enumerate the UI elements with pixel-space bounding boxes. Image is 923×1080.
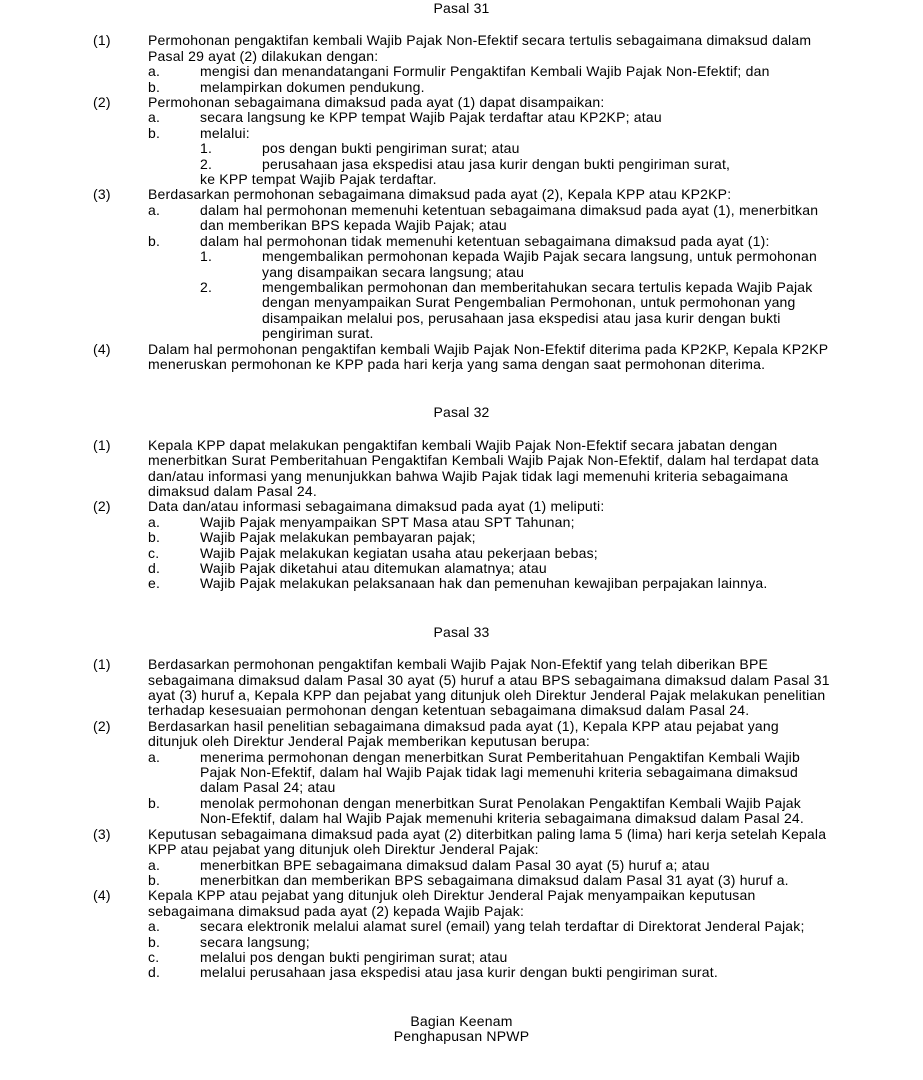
clause-marker: (2) xyxy=(93,717,111,734)
clause-marker: a. xyxy=(148,856,161,873)
clause-marker: (3) xyxy=(93,825,111,842)
clause-text: Wajib Pajak menyampaikan SPT Masa atau SPT Tahunan; xyxy=(200,513,575,530)
clause-text: Berdasarkan permohonan sebagaimana dimaksud pada ayat (2), Kepala KPP atau KP2KP: xyxy=(148,186,732,203)
clause-marker: (4) xyxy=(93,340,111,357)
clause-text: melalui: xyxy=(200,124,250,141)
clause-item xyxy=(93,719,830,750)
clause-item xyxy=(93,280,830,342)
pasal-section xyxy=(0,1,923,372)
clause-item xyxy=(93,873,830,888)
clause-item xyxy=(93,888,830,919)
clause-marker: 2. xyxy=(200,278,213,295)
clause-item xyxy=(93,750,830,796)
part-title: Bagian Keenam xyxy=(410,1012,513,1029)
clause-item xyxy=(93,438,830,500)
clause-marker: 1. xyxy=(200,140,213,157)
clause-item xyxy=(93,187,830,202)
clause-text: mengembalikan permohonan kepada Wajib Pajak secara langsung, untuk permohonan yang disampaikan secara langsung; atau xyxy=(262,248,818,280)
clause-item xyxy=(93,342,830,373)
pasal-title: Pasal 33 xyxy=(433,623,490,640)
clause-text: secara elektronik melalui alamat surel (email) yang telah terdaftar di Direktorat Jenderal Pajak; xyxy=(200,918,805,935)
clause-marker: (1) xyxy=(93,436,111,453)
clause-item xyxy=(93,546,830,561)
clause-item xyxy=(93,950,830,965)
clause-marker: b. xyxy=(148,529,161,546)
clause-text: menolak permohonan dengan menerbitkan Surat Penolakan Pengaktifan Kembali Wajib Pajak Non-Efektif, dalam hal Wajib Pajak memenuhi kriteria sebagaimana dimaksud dalam Pasal 24. xyxy=(200,794,805,827)
clause-marker: b. xyxy=(148,933,161,950)
part-heading xyxy=(0,1014,923,1045)
clause-item xyxy=(93,110,830,125)
clause-item xyxy=(93,576,830,591)
clause-marker: (2) xyxy=(93,498,111,515)
clause-item xyxy=(93,157,830,172)
clause-text: ke KPP tempat Wajib Pajak terdaftar. xyxy=(200,171,437,188)
clause-marker: d. xyxy=(148,560,161,576)
clause-marker: (1) xyxy=(93,32,111,49)
clause-item xyxy=(93,827,830,858)
clause-marker: (2) xyxy=(93,94,111,111)
clause-text: dalam hal permohonan memenuhi ketentuan sebagaimana dimaksud pada ayat (1), menerbitkan dan memberikan BPS kepada Wajib Pajak; atau xyxy=(200,201,819,234)
clause-text: pos dengan bukti pengiriman surat; atau xyxy=(262,140,520,157)
clause-item xyxy=(93,80,830,95)
clause-item xyxy=(93,858,830,873)
clause-marker: a. xyxy=(148,201,161,218)
pasal-title: Pasal 32 xyxy=(433,404,490,421)
clause-text: Permohonan pengaktifan kembali Wajib Pajak Non-Efektif secara tertulis sebagaimana dimaksud dalam Pasal 29 ayat (2) dilakukan dengan: xyxy=(148,32,812,64)
clause-item xyxy=(93,126,830,141)
clause-item xyxy=(93,141,830,156)
clause-item xyxy=(93,935,830,950)
clause-item xyxy=(93,965,830,980)
clause-text: dalam hal permohonan tidak memenuhi ketentuan sebagaimana dimaksud pada ayat (1): xyxy=(200,232,770,249)
clause-marker: b. xyxy=(148,78,161,95)
pasal-title: Pasal 31 xyxy=(433,0,490,16)
clause-marker: d. xyxy=(148,964,161,981)
clause-marker: b. xyxy=(148,871,161,888)
clause-marker: (4) xyxy=(93,887,111,904)
clause-item xyxy=(93,530,830,545)
clause-text: mengembalikan permohonan dan memberitahukan secara tertulis kepada Wajib Pajak dengan menyampaikan Surat Pengembalian Permohonan, untuk permohonan yang disampaikan melalui pos, perusahaan jasa ekspedisi atau jasa kurir dengan bukti pengiriman surat. xyxy=(262,278,813,342)
clause-text: Wajib Pajak melakukan pelaksanaan hak dan pemenuhan kewajiban perpajakan lainnya. xyxy=(200,575,768,592)
clause-text: Dalam hal permohonan pengaktifan kembali Wajib Pajak Non-Efektif diterima pada KP2KP, Kepala KP2KP meneruskan permohonan ke KPP pada hari kerja yang sama dengan saat permohonan diterima. xyxy=(148,340,829,372)
clause-text: Wajib Pajak diketahui atau ditemukan alamatnya; atau xyxy=(200,560,547,576)
clause-text: Kepala KPP dapat melakukan pengaktifan kembali Wajib Pajak Non-Efektif secara jabatan dengan menerbitkan Surat Pemberitahuan Pengaktifan Kembali Wajib Pajak Non-Efektif, dalam hal terdapat data dan/atau informasi yang menunjukkan bahwa Wajib Pajak tidak lagi memenuhi kriteria sebagaimana dimaksud dalam Pasal 24. xyxy=(148,436,819,499)
clause-text: melalui perusahaan jasa ekspedisi atau jasa kurir dengan bukti pengiriman surat. xyxy=(200,964,718,981)
clause-text: menerima permohonan dengan menerbitkan Surat Pemberitahuan Pengaktifan Kembali Wajib Pajak Non-Efektif, dalam hal Wajib Pajak tidak lagi memenuhi kriteria sebagaimana dimaksud dalam Pasal 24; atau xyxy=(200,748,800,796)
clause-marker: a. xyxy=(148,63,161,80)
clause-text: melalui pos dengan bukti pengiriman surat; atau xyxy=(200,948,508,965)
clause-text: Wajib Pajak melakukan kegiatan usaha atau pekerjaan bebas; xyxy=(200,544,598,561)
pasal-section xyxy=(0,405,923,591)
clause-item xyxy=(93,796,830,827)
clause-text: Data dan/atau informasi sebagaimana dimaksud pada ayat (1) meliputi: xyxy=(148,498,605,515)
clause-text: Permohonan sebagaimana dimaksud pada ayat (1) dapat disampaikan: xyxy=(148,94,605,111)
clause-item xyxy=(93,172,830,187)
part-subtitle: Penghapusan NPWP xyxy=(393,1028,530,1045)
clause-marker: c. xyxy=(148,544,160,561)
clause-text: melampirkan dokumen pendukung. xyxy=(200,78,425,95)
clause-text: menerbitkan BPE sebagaimana dimaksud dalam Pasal 30 ayat (5) huruf a; atau xyxy=(200,856,710,873)
clause-list xyxy=(93,438,830,592)
clause-list xyxy=(93,33,830,372)
clause-text: Berdasarkan permohonan pengaktifan kembali Wajib Pajak Non-Efektif yang telah diberikan BPE sebagaimana dimaksud dalam Pasal 30 ayat (5) huruf a atau BPS sebagaimana dimaksud dalam Pasal 31 ayat (3) huruf a, Kepala KPP dan pejabat yang ditunjuk oleh Direktur Jenderal Pajak melakukan penelitian terhadap kesesuaian permohonan dengan ketentuan sebagaimana dimaksud dalam Pasal 24. xyxy=(148,656,830,719)
clause-item xyxy=(93,234,830,249)
clause-marker: (1) xyxy=(93,656,111,673)
clause-marker: a. xyxy=(148,748,161,765)
clause-list xyxy=(93,657,830,981)
clause-text: Berdasarkan hasil penelitian sebagaimana dimaksud pada ayat (1), Kepala KPP atau pejabat yang ditunjuk oleh Direktur Jenderal Pajak memberikan keputusan berupa: xyxy=(148,717,779,750)
clause-item xyxy=(93,95,830,110)
clause-text: Kepala KPP atau pejabat yang ditunjuk oleh Direktur Jenderal Pajak menyampaikan keputusan sebagaimana dimaksud pada ayat (2) kepada Wajib Pajak: xyxy=(148,887,756,919)
clause-text: secara langsung; xyxy=(200,933,310,950)
clause-marker: b. xyxy=(148,794,161,811)
clause-marker: a. xyxy=(148,109,161,126)
clause-item xyxy=(93,657,830,719)
pasal-section xyxy=(0,625,923,981)
clause-item xyxy=(93,515,830,530)
clause-text: mengisi dan menandatangani Formulir Pengaktifan Kembali Wajib Pajak Non-Efektif; dan xyxy=(200,63,770,80)
clause-marker: b. xyxy=(148,124,161,141)
clause-text: secara langsung ke KPP tempat Wajib Pajak terdaftar atau KP2KP; atau xyxy=(200,109,662,126)
clause-item xyxy=(93,919,830,934)
clause-item xyxy=(93,203,830,234)
clause-marker: 1. xyxy=(200,248,213,265)
clause-text: Keputusan sebagaimana dimaksud pada ayat (2) diterbitkan paling lama 5 (lima) hari kerja setelah Kepala KPP atau pejabat yang ditunjuk oleh Direktur Jenderal Pajak: xyxy=(148,825,827,858)
clause-marker: a. xyxy=(148,918,161,935)
clause-marker: 2. xyxy=(200,155,213,172)
clause-text: Wajib Pajak melakukan pembayaran pajak; xyxy=(200,529,476,546)
clause-text: perusahaan jasa ekspedisi atau jasa kurir dengan bukti pengiriman surat, xyxy=(262,155,731,172)
clause-marker: a. xyxy=(148,513,161,530)
clause-marker: b. xyxy=(148,232,161,249)
clause-marker: (3) xyxy=(93,186,111,203)
clause-item xyxy=(93,64,830,79)
clause-marker: e. xyxy=(148,575,161,592)
clause-marker: c. xyxy=(148,948,160,965)
clause-text: menerbitkan dan memberikan BPS sebagaimana dimaksud dalam Pasal 31 ayat (3) huruf a. xyxy=(200,871,789,888)
sections-container xyxy=(0,1,923,981)
clause-item xyxy=(93,561,830,576)
clause-item xyxy=(93,33,830,64)
clause-item xyxy=(93,499,830,514)
clause-item xyxy=(93,249,830,280)
